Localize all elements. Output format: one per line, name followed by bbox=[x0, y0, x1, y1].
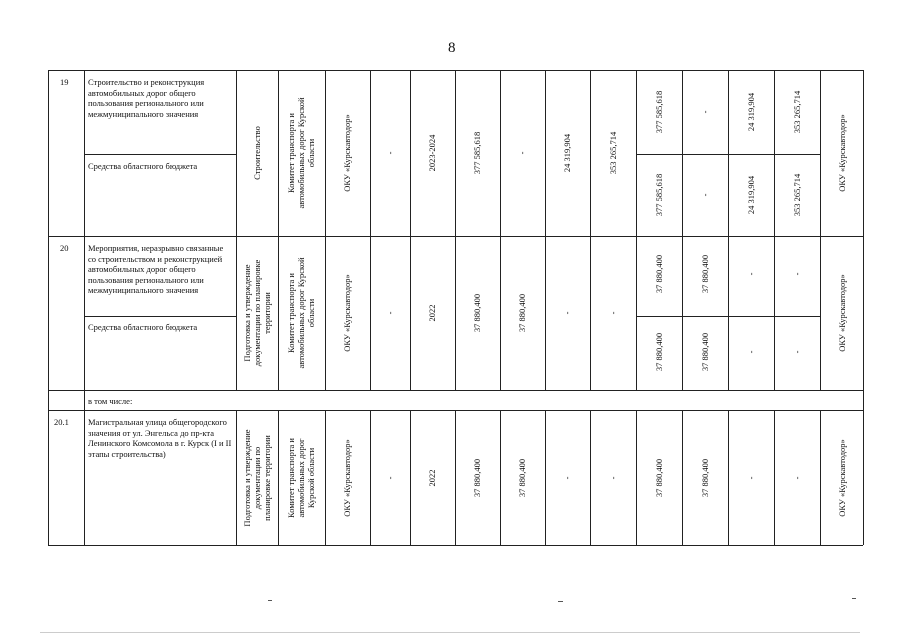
row-name: Магистральная улица общегородского значения от ул. Энгельса до пр-кта Ленинского Комсомола в г. Курск (I и II этапы строительства) bbox=[88, 417, 232, 459]
fin-2024: - bbox=[792, 476, 802, 480]
total-value: 37 880,400 bbox=[472, 293, 482, 333]
work-type-line: Подготовка и утверждение bbox=[242, 264, 252, 362]
row-name: Мероприятия, неразрывно связанные со строительством и реконструкцией автомобильных дорог общего пользования регионального или межмуниципального значения bbox=[88, 243, 224, 295]
row-number: 20 bbox=[60, 243, 69, 253]
customer-line: области bbox=[306, 138, 316, 168]
src-2022: - bbox=[700, 193, 710, 197]
fin-2023: - bbox=[746, 476, 756, 480]
fin-total: 37 880,400 bbox=[654, 254, 664, 294]
value-2024: - bbox=[608, 476, 618, 480]
src-2023: 24 319,904 bbox=[746, 175, 756, 215]
fin-2024: - bbox=[792, 272, 802, 276]
customer-line: автомобильных дорог bbox=[296, 438, 306, 518]
dash-cell: - bbox=[385, 311, 395, 315]
fin-2023: 24 319,904 bbox=[746, 92, 756, 132]
src-total: 377 585,618 bbox=[654, 173, 664, 217]
customer-line: автомобильных дорог Курской bbox=[296, 257, 306, 369]
value-2023: - bbox=[562, 476, 572, 480]
fin-total: 37 880,400 bbox=[654, 458, 664, 498]
scan-speck bbox=[40, 632, 860, 633]
work-type-line: документации по планировке bbox=[252, 259, 262, 367]
fin-total: 377 585,618 bbox=[654, 90, 664, 134]
including-label: в том числе: bbox=[88, 396, 133, 406]
executor: ОКУ «Курскавтодор» bbox=[342, 114, 352, 192]
src-2024: 353 265,714 bbox=[792, 173, 802, 217]
value-2022: 37 880,400 bbox=[517, 293, 527, 333]
dash-cell: - bbox=[385, 476, 395, 480]
work-type-line: Подготовка и утверждение bbox=[242, 429, 252, 527]
total-value: 377 585,618 bbox=[472, 131, 482, 175]
work-type: Строительство bbox=[252, 126, 262, 180]
work-type bbox=[242, 260, 272, 367]
row-source: Средства областного бюджета bbox=[88, 322, 198, 332]
fin-2022: 37 880,400 bbox=[700, 458, 710, 498]
customer bbox=[286, 257, 316, 368]
executor: ОКУ «Курскавтодор» bbox=[342, 274, 352, 352]
customer-line: области bbox=[306, 298, 316, 328]
value-2022: 37 880,400 bbox=[517, 458, 527, 498]
row-source: Средства областного бюджета bbox=[88, 161, 198, 171]
customer-line: Курской области bbox=[306, 447, 316, 509]
customer-line: Комитет транспорта и bbox=[286, 273, 296, 353]
src-2024: - bbox=[792, 350, 802, 354]
period: 2022 bbox=[427, 304, 437, 322]
page-number: 8 bbox=[448, 40, 456, 56]
row-name: Строительство и реконструкция автомобильных дорог общего пользования регионального или межмуниципального значения bbox=[88, 77, 205, 119]
value-2024: 353 265,714 bbox=[608, 131, 618, 175]
fin-2023: - bbox=[746, 272, 756, 276]
dash-cell: - bbox=[385, 151, 395, 155]
value-2023: - bbox=[562, 311, 572, 315]
period: 2022 bbox=[427, 469, 437, 487]
fin-2022: 37 880,400 bbox=[700, 254, 710, 294]
work-type-line: территории bbox=[262, 292, 272, 334]
row-number: 19 bbox=[60, 77, 69, 87]
src-total: 37 880,400 bbox=[654, 332, 664, 372]
value-2022: - bbox=[517, 151, 527, 155]
customer-line: Комитет транспорта и bbox=[286, 438, 296, 518]
fin-2024: 353 265,714 bbox=[792, 90, 802, 134]
executor: ОКУ «Курскавтодор» bbox=[342, 439, 352, 517]
final-executor: ОКУ «Курскавтодор» bbox=[837, 439, 847, 517]
work-type-line: документации по bbox=[252, 446, 262, 510]
fin-2022: - bbox=[700, 110, 710, 114]
src-2022: 37 880,400 bbox=[700, 332, 710, 372]
value-2023: 24 319,904 bbox=[562, 133, 572, 173]
work-type-line: планировке территории bbox=[262, 435, 272, 521]
period: 2023-2024 bbox=[427, 134, 437, 172]
work-type bbox=[242, 429, 272, 526]
customer-line: Комитет транспорта и bbox=[286, 113, 296, 193]
customer bbox=[286, 97, 316, 208]
row-number: 20.1 bbox=[54, 417, 69, 427]
scan-speck bbox=[558, 601, 563, 602]
final-executor: ОКУ «Курскавтодор» bbox=[837, 114, 847, 192]
value-2024: - bbox=[608, 311, 618, 315]
customer-line: автомобильных дорог Курской bbox=[296, 97, 306, 209]
scan-speck bbox=[852, 598, 856, 599]
customer bbox=[286, 438, 316, 518]
src-2023: - bbox=[746, 350, 756, 354]
final-executor: ОКУ «Курскавтодор» bbox=[837, 274, 847, 352]
total-value: 37 880,400 bbox=[472, 458, 482, 498]
scan-speck bbox=[268, 600, 272, 601]
